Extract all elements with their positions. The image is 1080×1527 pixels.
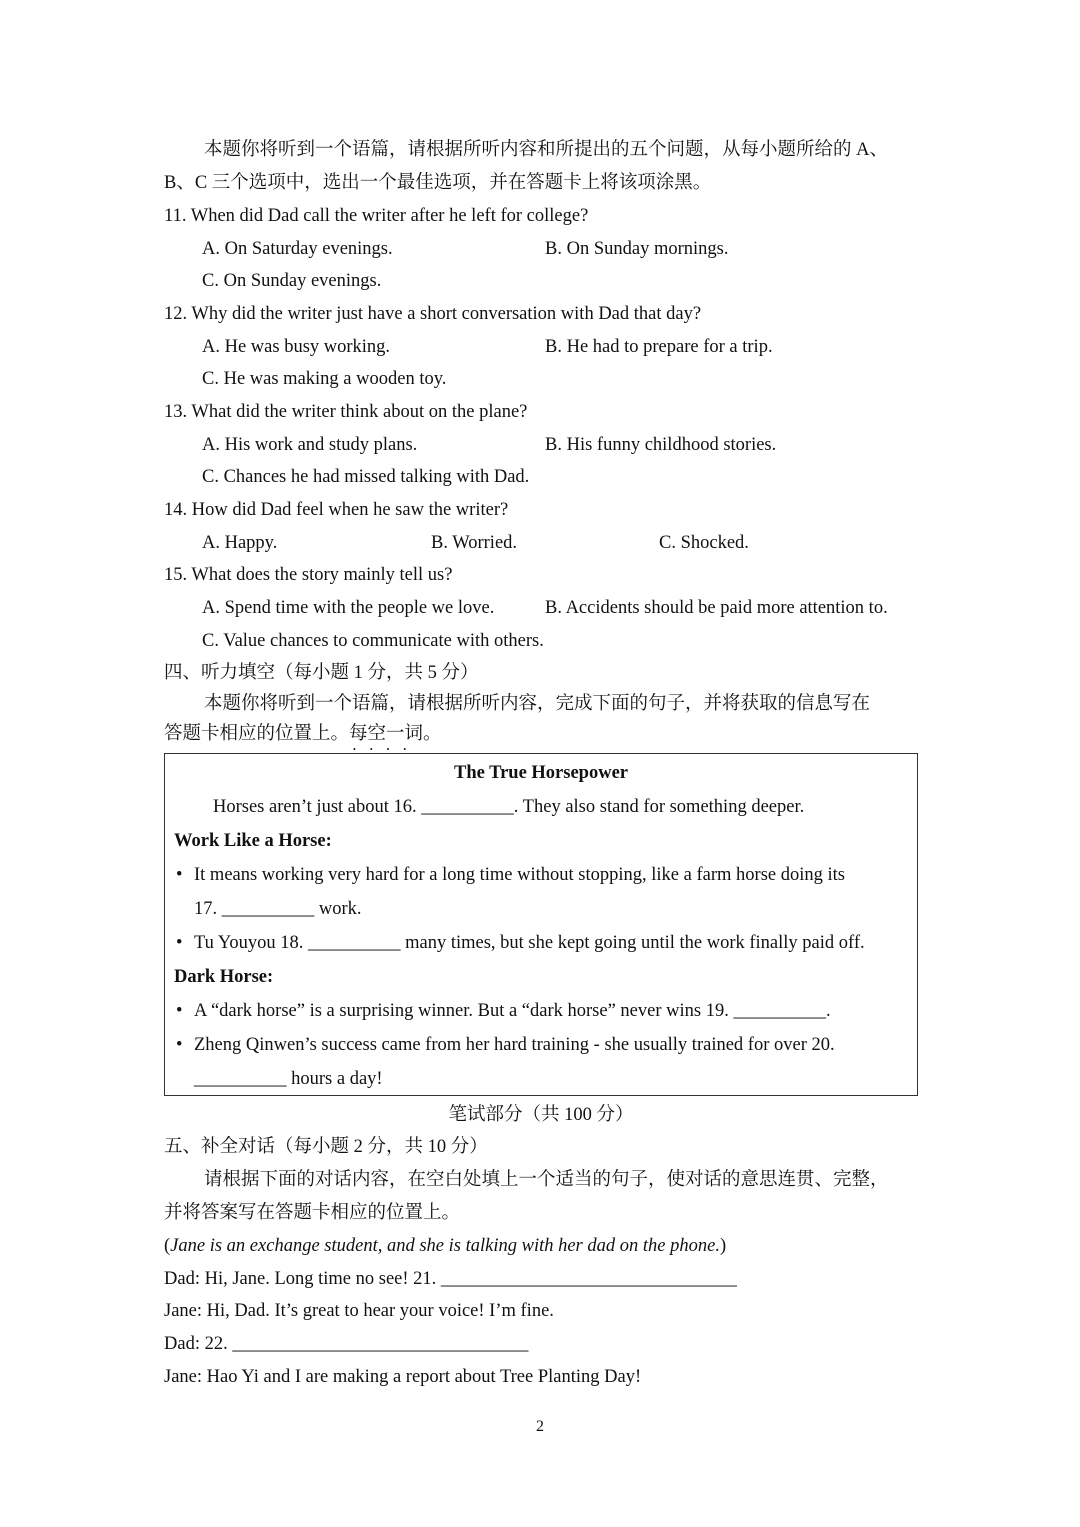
section4-intro-line1: 本题你将听到一个语篇，请根据所听内容，完成下面的句子，并将获取的信息写在 [204, 694, 871, 714]
question-11: 11. When did Dad call the writer after he left for college? [164, 206, 589, 226]
page-number: 2 [536, 1418, 544, 1435]
q13-option-c: C. Chances he had missed talking with Dad. [202, 467, 530, 487]
dialogue-line: Dad: Hi, Jane. Long time no see! 21. ________________________________ [164, 1269, 737, 1289]
q14-option-a: A. Happy. [202, 533, 278, 553]
bullet-icon: • [176, 865, 183, 885]
bullet-icon: • [176, 1035, 183, 1055]
section4-intro-line2 [164, 722, 442, 746]
section3-intro-line2: B、C 三个选项中，选出一个最佳选项，并在答题卡上将该项涂黑。 [164, 173, 712, 193]
section5-title: 五、补全对话（每小题 2 分，共 10 分） [164, 1137, 488, 1157]
box-bullet1-line1: It means working very hard for a long time without stopping, like a farm horse doing its [194, 865, 845, 885]
q12-option-a: A. He was busy working. [202, 337, 391, 357]
bullet-icon: • [176, 1001, 183, 1021]
section4-title: 四、听力填空（每小题 1 分，共 5 分） [164, 663, 479, 683]
q13-option-a: A. His work and study plans. [202, 435, 418, 455]
box-bullet3: A “dark horse” is a surprising winner. But a “dark horse” never wins 19. __________. [194, 1001, 831, 1021]
emphasis-dotted-text: 每空一词 • • • • [349, 724, 423, 744]
box-bullet2: Tu Youyou 18. __________ many times, but she kept going until the work finally paid off. [194, 933, 865, 953]
q13-option-b: B. His funny childhood stories. [545, 435, 777, 455]
section3-intro-line1: 本题你将听到一个语篇，请根据所听内容和所提出的五个问题，从每小题所给的 A、 [204, 140, 888, 160]
dialogue-line: Dad: 22. ________________________________ [164, 1334, 529, 1354]
box-bullet4-line1: Zheng Qinwen’s success came from her hard training - she usually trained for over 20. [194, 1035, 835, 1055]
box-bullet1-line2: 17. __________ work. [194, 899, 362, 919]
q12-option-b: B. He had to prepare for a trip. [545, 337, 773, 357]
q15-option-a: A. Spend time with the people we love. [202, 598, 495, 618]
dialogue-context-text: Jane is an exchange student, and she is talking with her dad on the phone. [170, 1236, 720, 1256]
section5-intro-line2: 并将答案写在答题卡相应的位置上。 [164, 1203, 461, 1223]
written-section-title: 笔试部分（共 100 分） [448, 1105, 634, 1125]
q14-option-b: B. Worried. [431, 533, 518, 553]
q11-option-c: C. On Sunday evenings. [202, 271, 382, 291]
question-15: 15. What does the story mainly tell us? [164, 565, 453, 585]
q14-option-c: C. Shocked. [659, 533, 749, 553]
box-bullet4-line2: __________ hours a day! [194, 1069, 383, 1089]
dialogue-context: (Jane is an exchange student, and she is talking with her dad on the phone.) [164, 1236, 727, 1256]
box-heading-dark-horse: Dark Horse: [174, 967, 274, 987]
question-12: 12. Why did the writer just have a short conversation with Dad that day? [164, 304, 702, 324]
dialogue-line: Jane: Hao Yi and I are making a report about Tree Planting Day! [164, 1367, 642, 1387]
dialogue-line: Jane: Hi, Dad. It’s great to hear your voice! I’m fine. [164, 1301, 554, 1321]
question-14: 14. How did Dad feel when he saw the writer? [164, 500, 509, 520]
bullet-icon: • [176, 933, 183, 953]
q15-option-b: B. Accidents should be paid more attention to. [545, 598, 888, 618]
box-intro: Horses aren’t just about 16. __________. They also stand for something deeper. [213, 797, 805, 817]
section4-intro-end: 。 [423, 724, 442, 744]
box-title: The True Horsepower [453, 763, 628, 783]
box-heading-work-like-horse: Work Like a Horse: [174, 831, 332, 851]
section5-intro-line1: 请根据下面的对话内容，在空白处填上一个适当的句子，使对话的意思连贯、完整， [204, 1170, 889, 1190]
q15-option-c: C. Value chances to communicate with others. [202, 631, 544, 651]
section4-intro-text: 答题卡相应的位置上。 [164, 724, 350, 744]
q11-option-b: B. On Sunday mornings. [545, 239, 729, 259]
q12-option-c: C. He was making a wooden toy. [202, 369, 447, 389]
q11-option-a: A. On Saturday evenings. [202, 239, 393, 259]
question-13: 13. What did the writer think about on the plane? [164, 402, 528, 422]
